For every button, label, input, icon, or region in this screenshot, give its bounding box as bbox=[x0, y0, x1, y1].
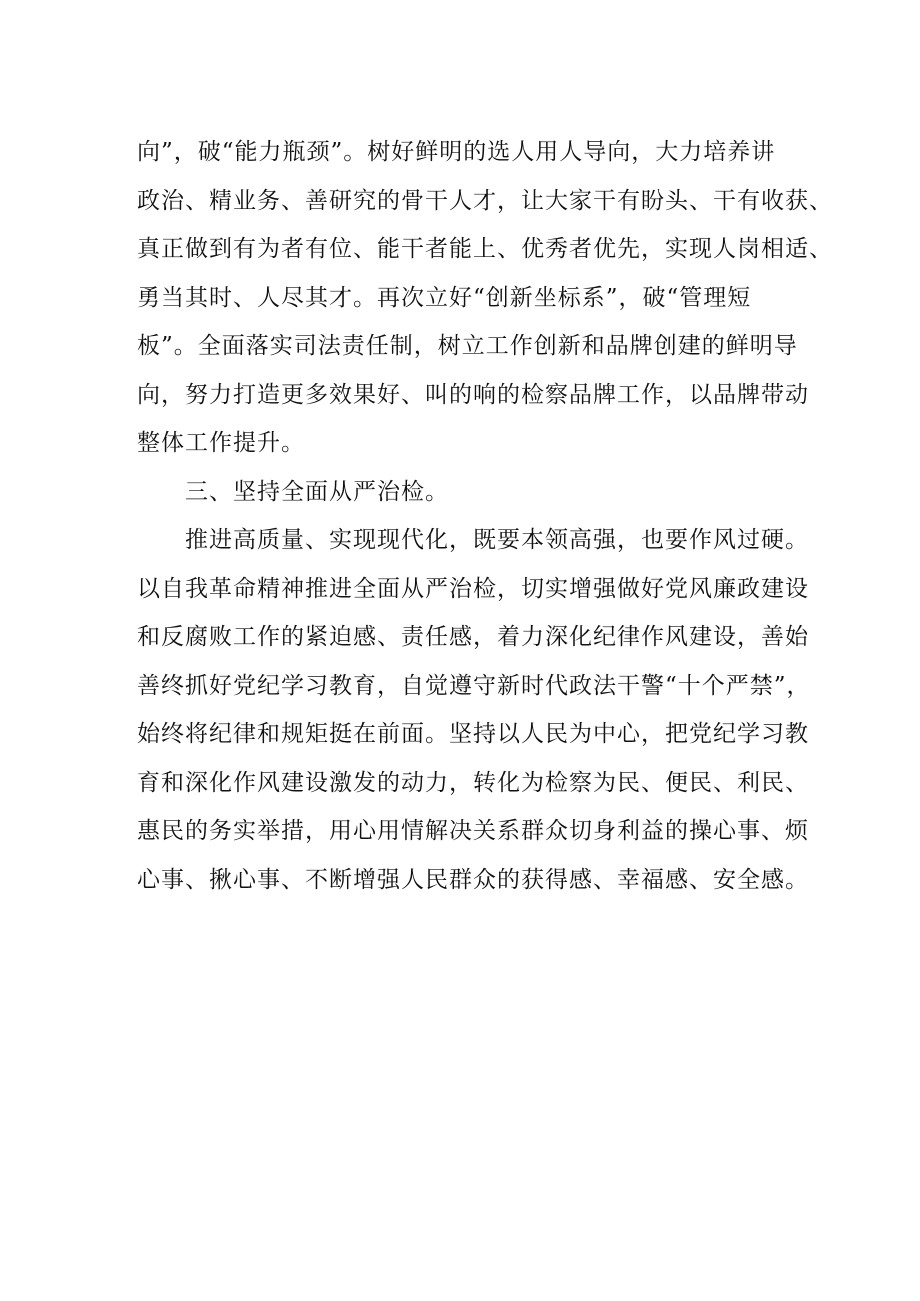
text-line: 真正做到有为者有位、能干者能上、优秀者优先，实现人岗相适、 bbox=[137, 236, 833, 262]
text-line: 勇当其时、人尽其才。再次立好“创新坐标系”，破“管理短 bbox=[137, 284, 752, 311]
text-line: 和反腐败工作的紧迫感、责任感，着力深化纪律作风建设，善始 bbox=[137, 624, 809, 650]
text-line: 惠民的务实举措，用心用情解决关系群众切身利益的操心事、烦 bbox=[137, 818, 809, 844]
text-line: 板”。全面落实司法责任制，树立工作创新和品牌创建的鲜明导 bbox=[137, 333, 798, 359]
body-text bbox=[137, 128, 833, 904]
text-line: 政治、精业务、善研究的骨干人才，让大家干有盼头、干有收获、 bbox=[137, 187, 833, 214]
text-line: 以自我革命精神推进全面从严治检，切实增强做好党风廉政建设 bbox=[137, 575, 809, 602]
text-line: 向，努力打造更多效果好、叫的响的检察品牌工作，以品牌带动 bbox=[137, 381, 809, 408]
paragraph-first-line: 推进高质量、实现现代化，既要本领高强，也要作风过硬。 bbox=[185, 527, 809, 553]
text-line: 善终抓好党纪学习教育，自觉遵守新时代政法干警“十个严禁”， bbox=[137, 672, 811, 699]
text-line: 心事、揪心事、不断增强人民群众的获得感、幸福感、安全感。 bbox=[137, 866, 809, 893]
text-line: 始终将纪律和规矩挺在前面。坚持以人民为中心，把党纪学习教 bbox=[137, 721, 809, 747]
text-line: 育和深化作风建设激发的动力，转化为检察为民、便民、利民、 bbox=[137, 769, 809, 796]
section-heading: 三、坚持全面从严治检。 bbox=[185, 478, 449, 505]
text-line: 整体工作提升。 bbox=[137, 430, 305, 456]
text-line: 向”，破“能力瓶颈”。树好鲜明的选人用人导向，大力培养讲 bbox=[137, 139, 776, 165]
